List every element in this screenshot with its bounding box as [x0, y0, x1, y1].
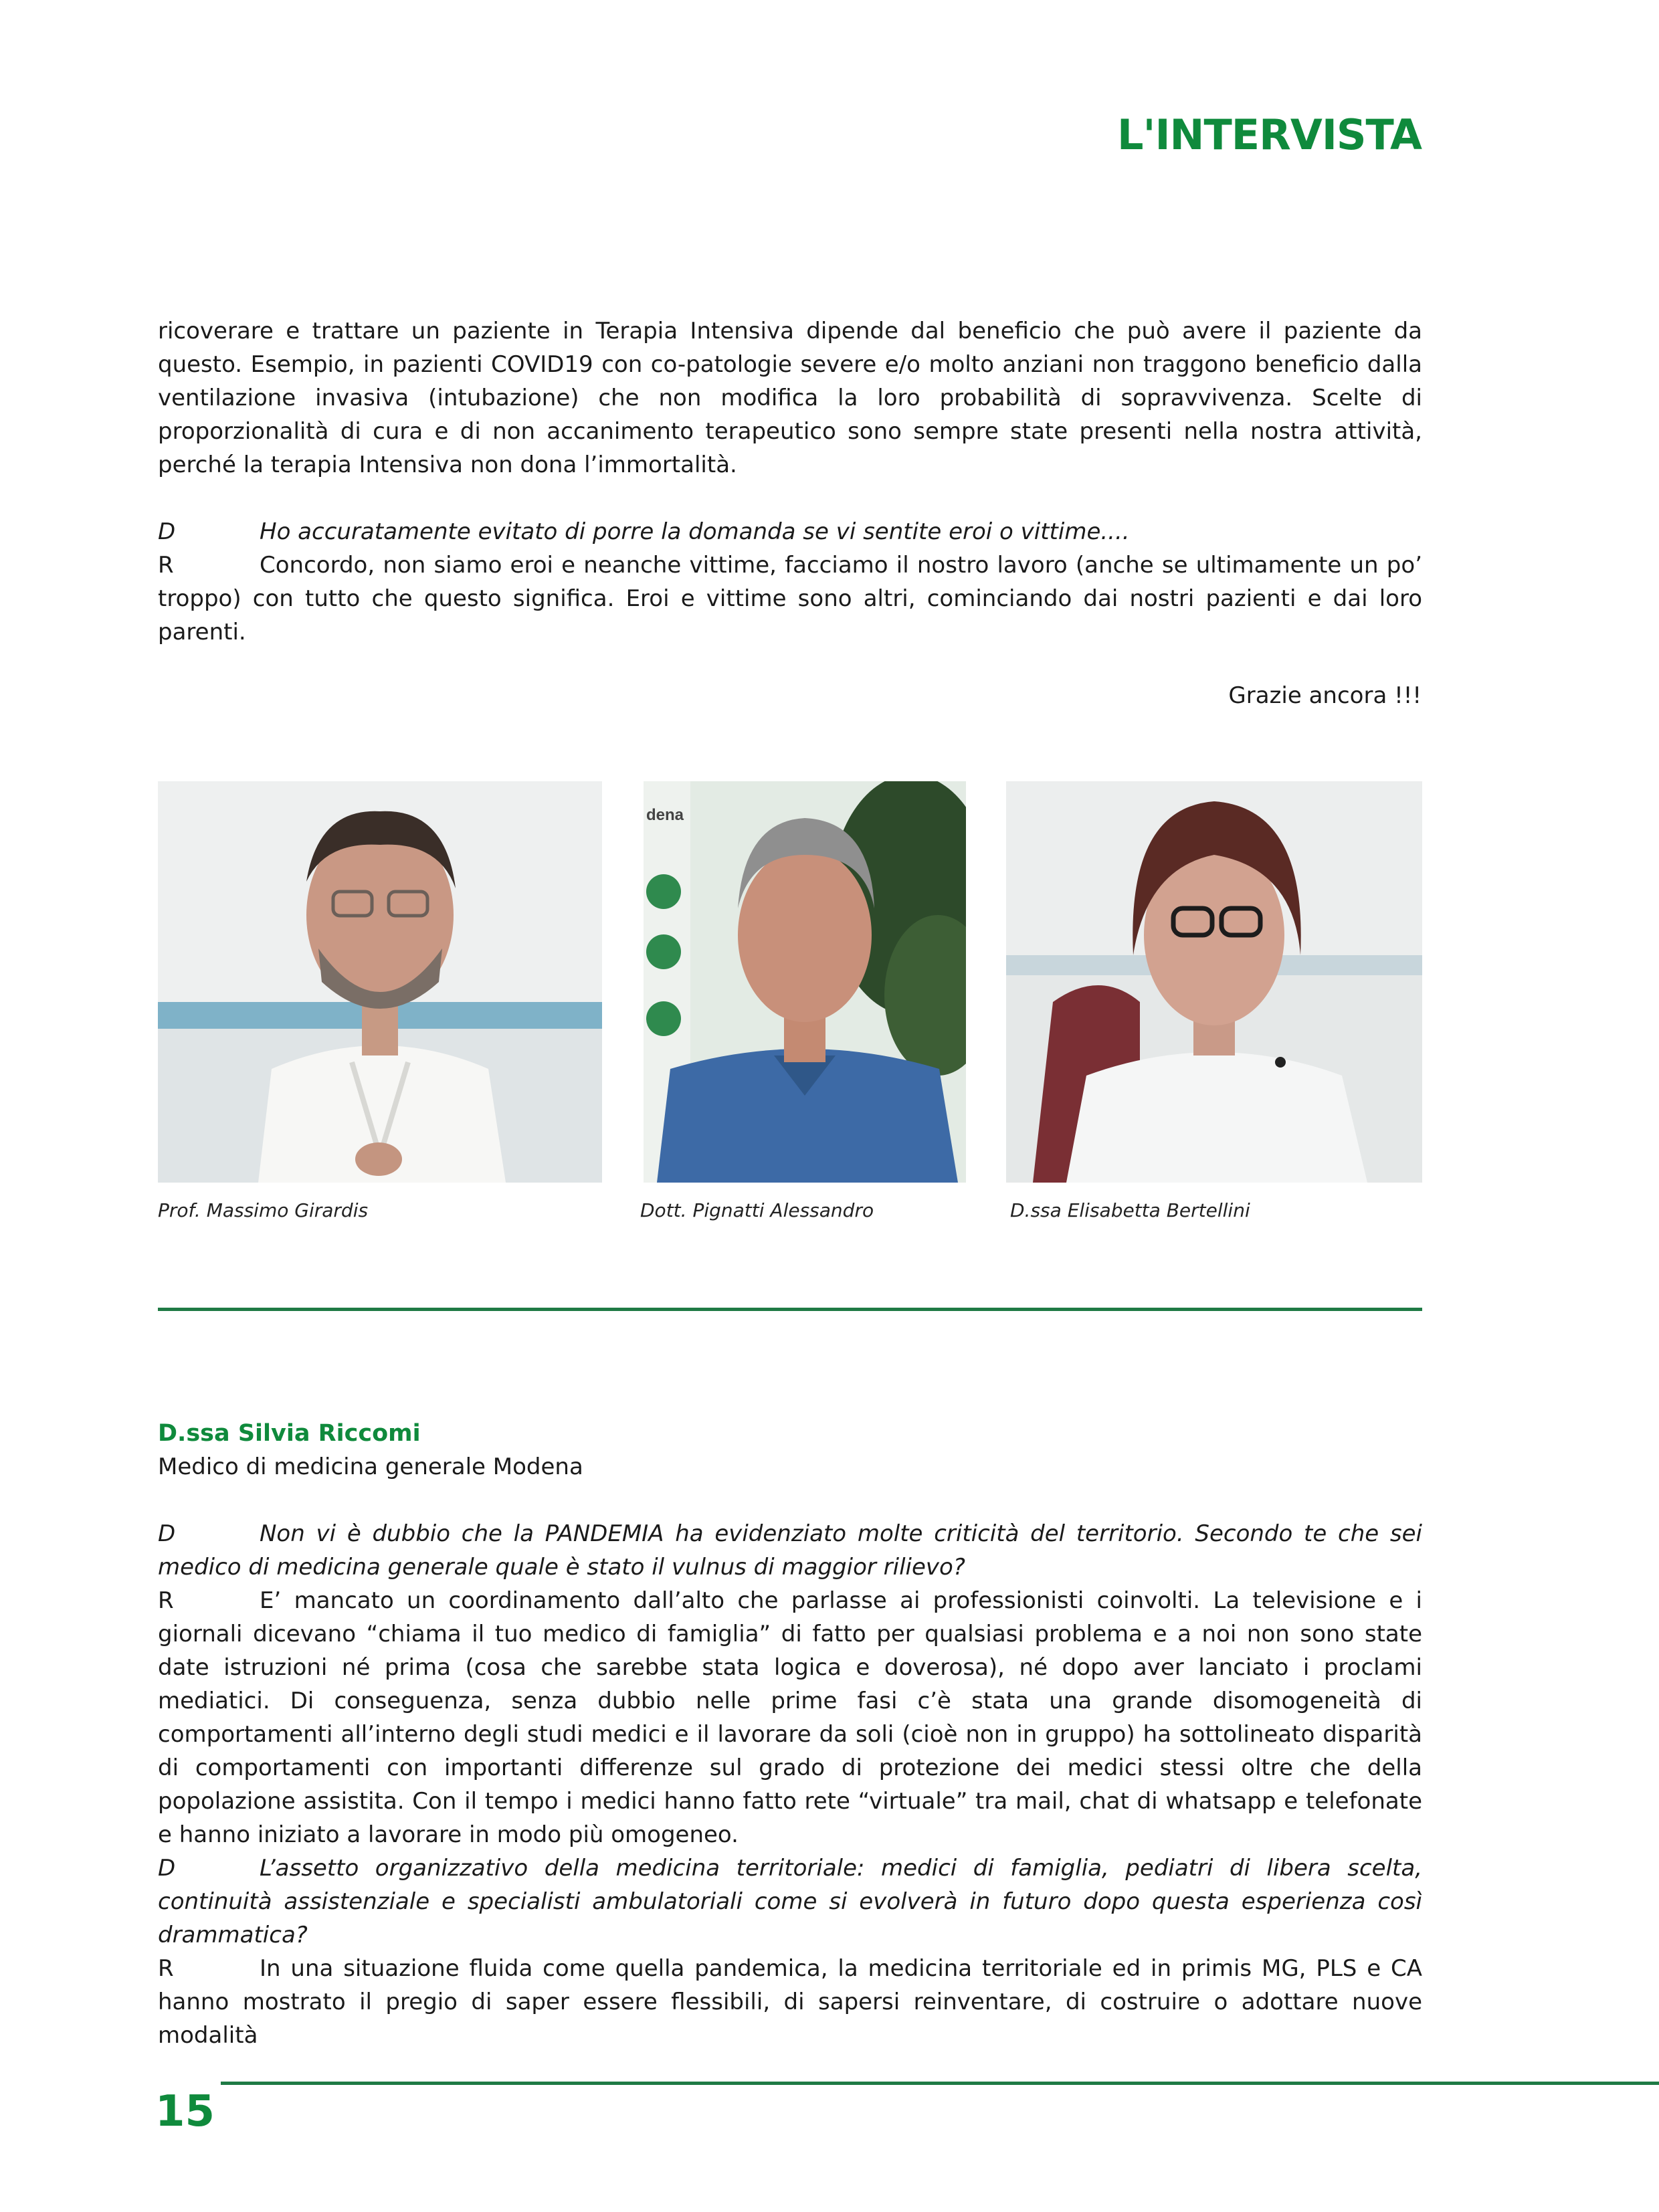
- background-sign-text: dena: [646, 806, 684, 824]
- question-label: D: [158, 1520, 176, 1547]
- photo-girardis: [158, 781, 602, 1183]
- thanks-note: Grazie ancora !!!: [1228, 682, 1422, 709]
- profile-role: Medico di medicina generale Modena: [158, 1453, 583, 1480]
- answer-text: Concordo, non siamo eroi e neanche vittime, facciamo il nostro lavoro (anche se ultimamente un po’ troppo) con tutto che questo significa. Eroi e vittime sono altri, cominciando dai nostri pazienti e dai loro parenti.: [158, 552, 1422, 645]
- answer-3: [158, 1952, 1422, 2052]
- footer-rule: [221, 2082, 1659, 2085]
- photo-pignatti: [644, 781, 966, 1183]
- intro-paragraph: ricoverare e trattare un paziente in Terapia Intensiva dipende dal beneficio che può avere il paziente da questo. Esempio, in pazienti COVID19 con co-patologie severe e/o molto anziani non traggono beneficio dalla ventilazione invasiva (intubazione) che non modifica la loro probabilità di sopravvivenza. Scelte di proporzionalità di cura e di non accanimento terapeutico sono sempre state presenti nella nostra attività, perché la terapia Intensiva non dona l’immortalità.: [158, 318, 1422, 478]
- photo-bertellini: [1006, 781, 1422, 1183]
- section-title: L'INTERVISTA: [1117, 110, 1422, 159]
- answer-text: In una situazione fluida come quella pandemica, la medicina territoriale ed in primis MG, PLS e CA hanno mostrato il pregio di saper essere flessibili, di sapersi reinventare, di costruire o adottare nuove modalità: [158, 1955, 1422, 2049]
- question-2: [158, 1517, 1422, 1584]
- question-label: D: [158, 1855, 176, 1882]
- qa-block-1: [158, 515, 1422, 649]
- answer-text: E’ mancato un coordinamento dall’alto che parlasse ai professionisti coinvolti. La televisione e i giornali dicevano “chiama il tuo medico di famiglia” di fatto per qualsiasi problema e a noi non sono state date istruzioni né prima (cosa che sarebbe stata logica e doverosa), né dopo aver lanciato i proclami mediatici. Di conseguenza, senza dubbio nelle prime fasi c’è stata una grande disomogeneità di comportamenti all’interno degli studi medici e il lavorare da soli (cioè non in gruppo) ha sottolineato disparità di comportamenti con importanti differenze sul grado di protezione dei medici stessi oltre che della popolazione assistita. Con il tempo i medici hanno fatto rete “virtuale” tra mail, chat di whatsapp e telefonate e hanno iniziato a lavorare in modo più omogeneo.: [158, 1587, 1422, 1848]
- section-divider: [158, 1308, 1422, 1311]
- profile-name: D.ssa Silvia Riccomi: [158, 1420, 421, 1447]
- answer-2: [158, 1584, 1422, 1851]
- answer-label: R: [158, 1955, 174, 1982]
- page-number: 15: [155, 2087, 215, 2136]
- caption-bertellini: D.ssa Elisabetta Bertellini: [1010, 1199, 1250, 1221]
- question-text: Ho accuratamente evitato di porre la domanda se vi sentite eroi o vittime....: [260, 518, 1130, 545]
- answer-label: R: [158, 1587, 174, 1614]
- caption-girardis: Prof. Massimo Girardis: [158, 1199, 369, 1221]
- question-label: D: [158, 518, 176, 545]
- question-text: L’assetto organizzativo della medicina territoriale: medici di famiglia, pediatri di libera scelta, continuità assistenziale e specialisti ambulatoriali come si evolverà in futuro dopo questa esperienza così drammatica?: [158, 1855, 1422, 1948]
- question-text: Non vi è dubbio che la PANDEMIA ha evidenziato molte criticità del territorio. Secondo te che sei medico di medicina generale quale è stato il vulnus di maggior rilievo?: [158, 1520, 1422, 1581]
- qa-block-2: [158, 1517, 1422, 2052]
- caption-pignatti: Dott. Pignatti Alessandro: [640, 1199, 874, 1221]
- answer-1: [158, 548, 1422, 649]
- answer-label: R: [158, 552, 174, 579]
- question-1: [158, 515, 1422, 548]
- question-3: [158, 1851, 1422, 1952]
